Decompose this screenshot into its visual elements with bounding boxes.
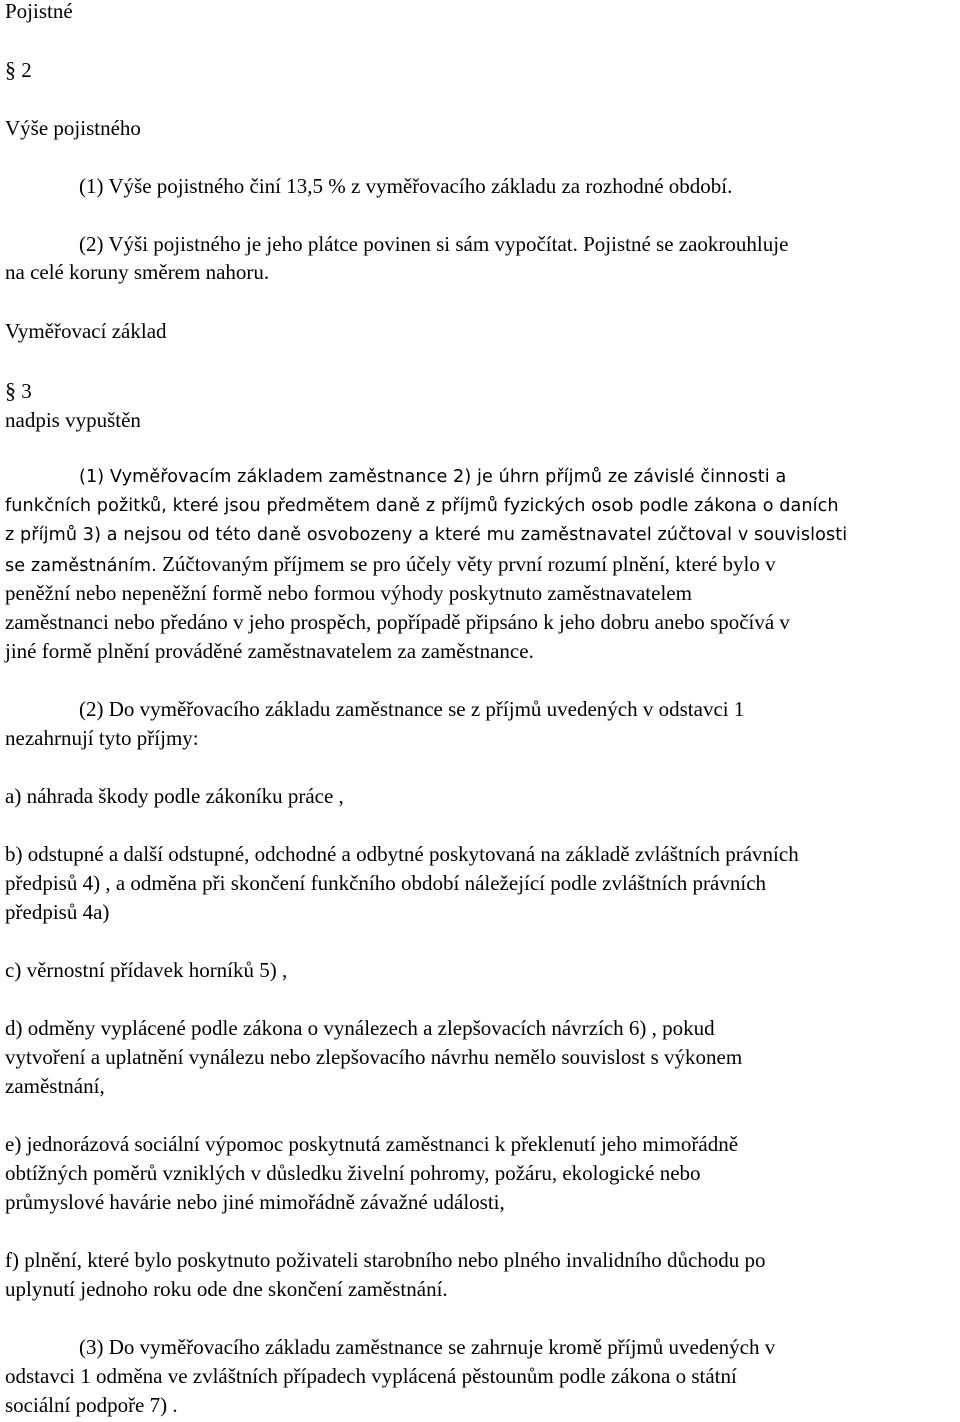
list-item-d-line-1: d) odměny vyplácené podle zákona o vynálezech a zlepšovacích návrzích 6) , pokud bbox=[5, 1016, 715, 1040]
list-item-a: a) náhrada škody podle zákoníku práce , bbox=[5, 784, 344, 808]
section-number: 2 bbox=[21, 58, 32, 82]
paragraph-3b-start: Zúčtovaným příjmem se pro účely věty první rozumí plnění, které bylo v bbox=[162, 552, 776, 576]
paragraph-5-line-2: odstavci 1 odměna ve zvláštních případech vyplácená pěstounům podle zákona o státní bbox=[5, 1364, 737, 1388]
list-item-b-line-3: předpisů 4a) bbox=[5, 900, 110, 924]
section-sign: § bbox=[5, 378, 16, 403]
paragraph-1: (1) Výše pojistného činí 13,5 % z vyměřovacího základu za rozhodné období. bbox=[79, 174, 733, 198]
list-item-f-line-2: uplynutí jednoho roku ode dne skončení zaměstnání. bbox=[5, 1277, 448, 1301]
note-nadpis-vypusten: nadpis vypuštěn bbox=[5, 408, 141, 432]
heading-pojistne: Pojistné bbox=[5, 0, 73, 23]
list-item-b-line-1: b) odstupné a další odstupné, odchodné a odbytné poskytovaná na základě zvláštních právních bbox=[5, 842, 799, 866]
paragraph-3b-line-2: peněžní nebo nepeněžní formě nebo formou výhody poskytnuto zaměstnavatelem bbox=[5, 581, 692, 605]
list-item-e-line-1: e) jednorázová sociální výpomoc poskytnutá zaměstnanci k překlenutí jeho mimořádně bbox=[5, 1132, 739, 1156]
list-item-f-line-1: f) plnění, které bylo poskytnuto poživateli starobního nebo plného invalidního důchodu po bbox=[5, 1248, 766, 1272]
heading-vyse-pojistneho: Výše pojistného bbox=[5, 116, 141, 140]
heading-vymerovaci-zaklad: Vyměřovací základ bbox=[5, 319, 167, 343]
list-item-d-line-3: zaměstnání, bbox=[5, 1074, 105, 1098]
list-item-b-line-2: předpisů 4) , a odměna při skončení funkčního období náležející podle zvláštních právních bbox=[5, 871, 767, 895]
list-item-e-line-2: obtížných poměrů vzniklých v důsledku živelní pohromy, požáru, ekologické nebo bbox=[5, 1161, 701, 1185]
paragraph-4-line-2: nezahrnují tyto příjmy: bbox=[5, 726, 199, 750]
paragraph-3-end: se zaměstnáním. bbox=[5, 556, 157, 576]
section-3-marker bbox=[5, 378, 32, 404]
paragraph-3-line-4 bbox=[5, 551, 776, 579]
paragraph-3-line-3: z příjmů 3) a nejsou od této daně osvobozeny a které mu zaměstnavatel zúčtoval v souvislosti bbox=[5, 525, 848, 545]
list-item-e-line-3: průmyslové havárie nebo jiné mimořádně závažné události, bbox=[5, 1190, 505, 1214]
section-sign: § bbox=[5, 57, 16, 82]
paragraph-3-line-2: funkčních požitků, které jsou předmětem daně z příjmů fyzických osob podle zákona o daních bbox=[5, 496, 839, 516]
paragraph-4-line-1: (2) Do vyměřovacího základu zaměstnance se z příjmů uvedených v odstavci 1 bbox=[79, 697, 745, 721]
paragraph-2-line-1: (2) Výši pojistného je jeho plátce povinen si sám vypočítat. Pojistné se zaokrouhluje bbox=[79, 232, 789, 256]
paragraph-5-line-3: sociální podpoře 7) . bbox=[5, 1393, 178, 1417]
list-item-d-line-2: vytvoření a uplatnění vynálezu nebo zlepšovacího návrhu nemělo souvislost s výkonem bbox=[5, 1045, 743, 1069]
paragraph-3b-line-3: zaměstnanci nebo předáno v jeho prospěch, popřípadě připsáno k jeho dobru anebo spočívá v bbox=[5, 610, 790, 634]
paragraph-3-line-1: (1) Vyměřovacím základem zaměstnance 2) je úhrn příjmů ze závislé činnosti a bbox=[79, 467, 787, 487]
list-item-c: c) věrnostní přídavek horníků 5) , bbox=[5, 958, 288, 982]
paragraph-2-line-2: na celé koruny směrem nahoru. bbox=[5, 260, 270, 284]
section-2-marker bbox=[5, 57, 32, 83]
section-number: 3 bbox=[21, 379, 32, 403]
paragraph-5-line-1: (3) Do vyměřovacího základu zaměstnance se zahrnuje kromě příjmů uvedených v bbox=[79, 1335, 776, 1359]
paragraph-3b-line-4: jiné formě plnění prováděné zaměstnavatelem za zaměstnance. bbox=[5, 639, 534, 663]
